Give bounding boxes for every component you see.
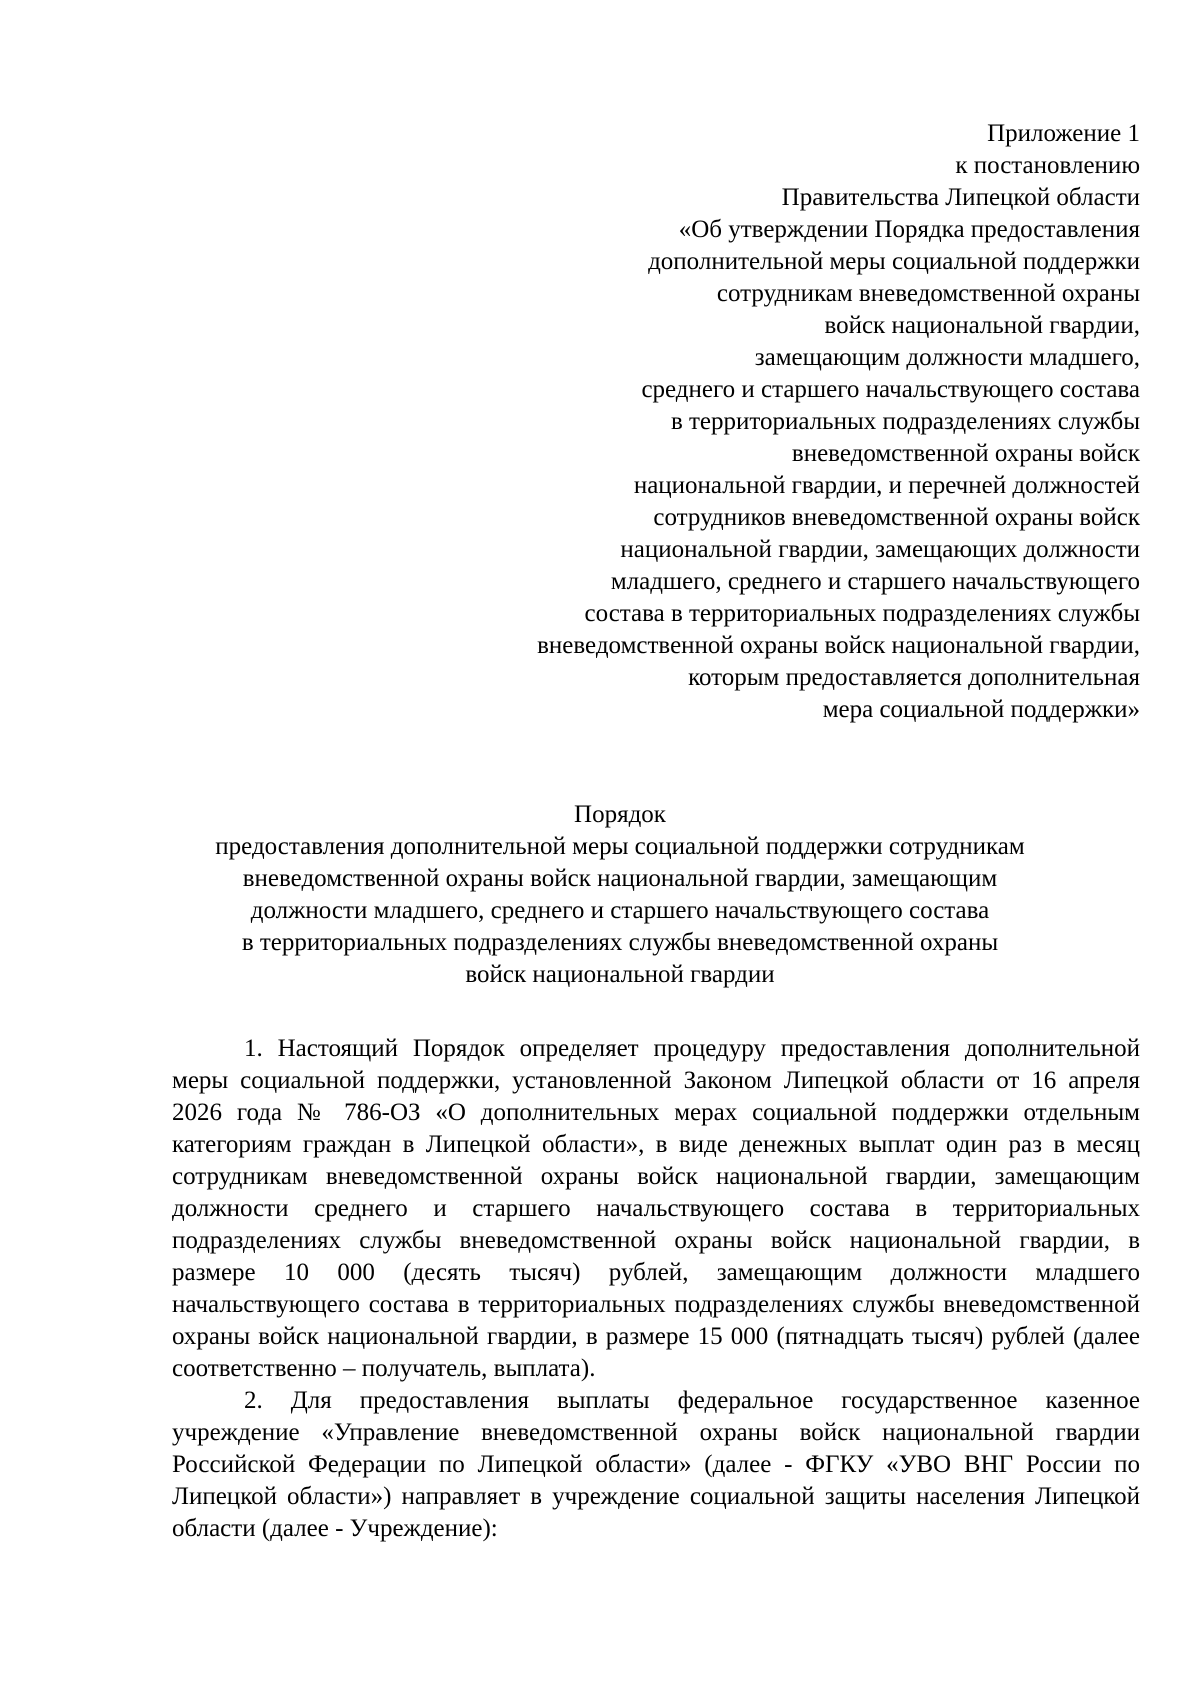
appendix-header-line: «Об утверждении Порядка предоставления	[678, 216, 1140, 243]
document-subtitle-line: войск национальной гвардии	[465, 961, 775, 988]
document-title: Порядок	[574, 801, 666, 828]
appendix-header-line: вневедомственной охраны войск национальной гвардии,	[537, 632, 1140, 659]
appendix-header-line: младшего, среднего и старшего начальствующего	[610, 568, 1140, 595]
paragraph-1: 1. Настоящий Порядок определяет процедуру предоставления дополнительной меры социальной поддержки, установленной Законом Липецкой области от 16 апреля 2026 года № 786-ОЗ «О дополнительных мерах социальной поддержки отдельным категориям граждан в Липецкой области», в виде денежных выплат один раз в месяц сотрудникам вневедомственной охраны войск национальной гвардии, замещающим должности среднего и старшего начальствующего состава в территориальных подразделениях службы вневедомственной охраны войск национальной гвардии, в размере 10 000 (десять тысяч) рублей, замещающим должности младшего начальствующего состава в территориальных подразделениях службы вневедомственной охраны войск национальной гвардии, в размере 15 000 (пятнадцать тысяч) рублей (далее соответственно – получатель, выплата).	[172, 1035, 1140, 1382]
appendix-header-line: состава в территориальных подразделениях службы	[584, 600, 1140, 627]
appendix-header-line: мера социальной поддержки»	[822, 696, 1140, 723]
appendix-header	[420, 118, 1140, 726]
appendix-header-line: к постановлению	[955, 152, 1140, 179]
document-subtitle-line: предоставления дополнительной меры социальной поддержки сотрудникам	[215, 833, 1025, 860]
appendix-header-line: войск национальной гвардии,	[824, 312, 1140, 339]
appendix-header-line: Приложение 1	[987, 120, 1140, 147]
appendix-header-line: национальной гвардии, замещающих должности	[620, 536, 1140, 563]
document-body	[172, 1033, 1140, 1545]
appendix-header-line: замещающим должности младшего,	[754, 344, 1140, 371]
appendix-header-line: дополнительной меры социальной поддержки	[648, 248, 1140, 275]
appendix-header-line: Правительства Липецкой области	[781, 184, 1140, 211]
document-subtitle-line: в территориальных подразделениях службы вневедомственной охраны	[241, 929, 999, 956]
appendix-header-line: в территориальных подразделениях службы	[670, 408, 1140, 435]
appendix-header-line: которым предоставляется дополнительная	[688, 664, 1140, 691]
appendix-header-line: среднего и старшего начальствующего состава	[641, 376, 1140, 403]
appendix-header-line: сотрудников вневедомственной охраны войск	[653, 504, 1140, 531]
paragraph-2: 2. Для предоставления выплаты федеральное государственное казенное учреждение «Управление вневедомственной охраны войск национальной гвардии Российской Федерации по Липецкой области» (далее - ФГКУ «УВО ВНГ России по Липецкой области») направляет в учреждение социальной защиты населения Липецкой области (далее - Учреждение):	[172, 1387, 1140, 1542]
appendix-header-line: вневедомственной охраны войск	[791, 440, 1140, 467]
appendix-header-line: сотрудникам вневедомственной охраны	[716, 280, 1140, 307]
appendix-header-line: национальной гвардии, и перечней должностей	[633, 472, 1140, 499]
document-subtitle-line: вневедомственной охраны войск национальной гвардии, замещающим	[242, 865, 998, 892]
document-title-block	[120, 799, 1120, 991]
document-subtitle-line: должности младшего, среднего и старшего начальствующего состава	[250, 897, 990, 924]
